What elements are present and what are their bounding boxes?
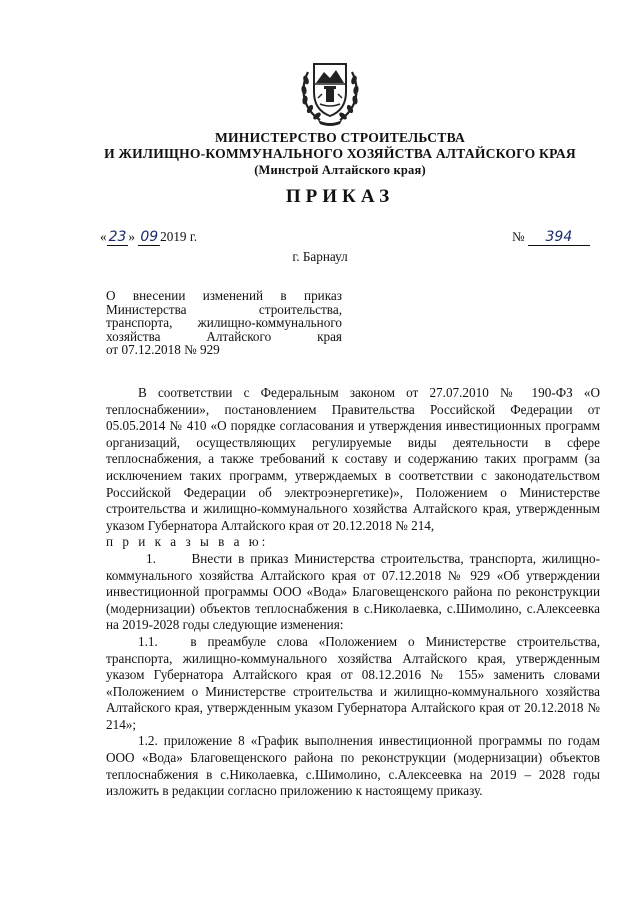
subject-line: Министерства строительства, bbox=[106, 301, 342, 317]
ministry-name-line1: МИНИСТЕРСТВО СТРОИТЕЛЬСТВА bbox=[215, 130, 465, 145]
number-label: № bbox=[512, 229, 525, 244]
order-body bbox=[106, 385, 604, 800]
order-subject bbox=[106, 289, 342, 357]
date-year: 2019 г. bbox=[160, 229, 198, 244]
date-day: 23 bbox=[108, 229, 127, 245]
subject-line: О внесении изменений в приказ bbox=[106, 288, 342, 303]
date-open-quote: « bbox=[100, 229, 107, 244]
subject-line: транспорта, жилищно-коммунального bbox=[106, 315, 342, 330]
subject-line: от 07.12.2018 № 929 bbox=[106, 342, 220, 357]
item-1: 1. Внести в приказ Министерства строительства, транспорта, жилищно-коммунального хозяйства Алтайского края от 07.12.2018 № 929 «Об утверждении инвестиционной программы ООО «Вода» Благовещенского района по реконструкции (модернизации) объектов теплоснабжения в с.Николаевка, с.Шимолино, с.Алексеевка на 2019-2028 годы следующие изменения: bbox=[106, 550, 604, 633]
ministry-name-line2: И ЖИЛИЩНО-КОММУНАЛЬНОГО ХОЗЯЙСТВА АЛТАЙСКОГО КРАЯ bbox=[104, 146, 576, 161]
order-word: п р и к а з ы в а ю: bbox=[106, 534, 269, 550]
item-1-2: 1.2. приложение 8 «График выполнения инвестиционной программы по годам ООО «Вода» Благовещенского района по реконструкции (модернизации) объектов теплоснабжения в с.Николаевка, с.Шимолино, с.Алексеевка на 2019 – 2028 годы изложить в редакции согласно приложению к настоящему приказу. bbox=[106, 733, 600, 799]
city: г. Барнаул bbox=[292, 249, 348, 264]
date-close-quote: » bbox=[128, 229, 136, 244]
ministry-short-name: (Минстрой Алтайского края) bbox=[254, 163, 426, 177]
preamble-paragraph: В соответствии с Федеральным законом от 27.07.2010 № 190-ФЗ «О теплоснабжении», постановлением Правительства Российской Федерации от 05.05.2014 № 410 «О порядке согласования и утверждения инвестиционных программ организаций, осуществляющих регулируемые виды деятельности в сфере теплоснабжения, а также требований к составу и содержанию таких программ (за исключением таких программ, утверждаемых в соответствии с законодательством Российской Федерации об электроэнергетике)», Положением о Министерстве строительства и жилищно-коммунального хозяйства Алтайского края, утвержденным указом Губернатора Алтайского края от 20.12.2018 № 214, bbox=[106, 385, 600, 533]
date-month: 09 bbox=[140, 229, 159, 245]
item-1-1: 1.1. в преамбуле слова «Положением о Министерстве строительства, транспорта, жилищно-коммунального хозяйства Алтайского края, утвержденным указом Губернатора Алтайского края от 08.12.2016 № 155» заменить словами «Положением о Министерстве строительства и жилищно-коммунального хозяйства Алтайского края, утвержденным указом Губернатора Алтайского края от 20.12.2018 № 214»; bbox=[106, 633, 604, 732]
number-value: 394 bbox=[528, 229, 590, 246]
altai-krai-coat-of-arms-icon bbox=[298, 58, 362, 126]
order-number bbox=[512, 229, 590, 246]
order-date bbox=[100, 229, 197, 245]
document-type-title: ПРИКАЗ bbox=[285, 186, 395, 207]
subject-line: хозяйства Алтайского края bbox=[106, 328, 342, 344]
